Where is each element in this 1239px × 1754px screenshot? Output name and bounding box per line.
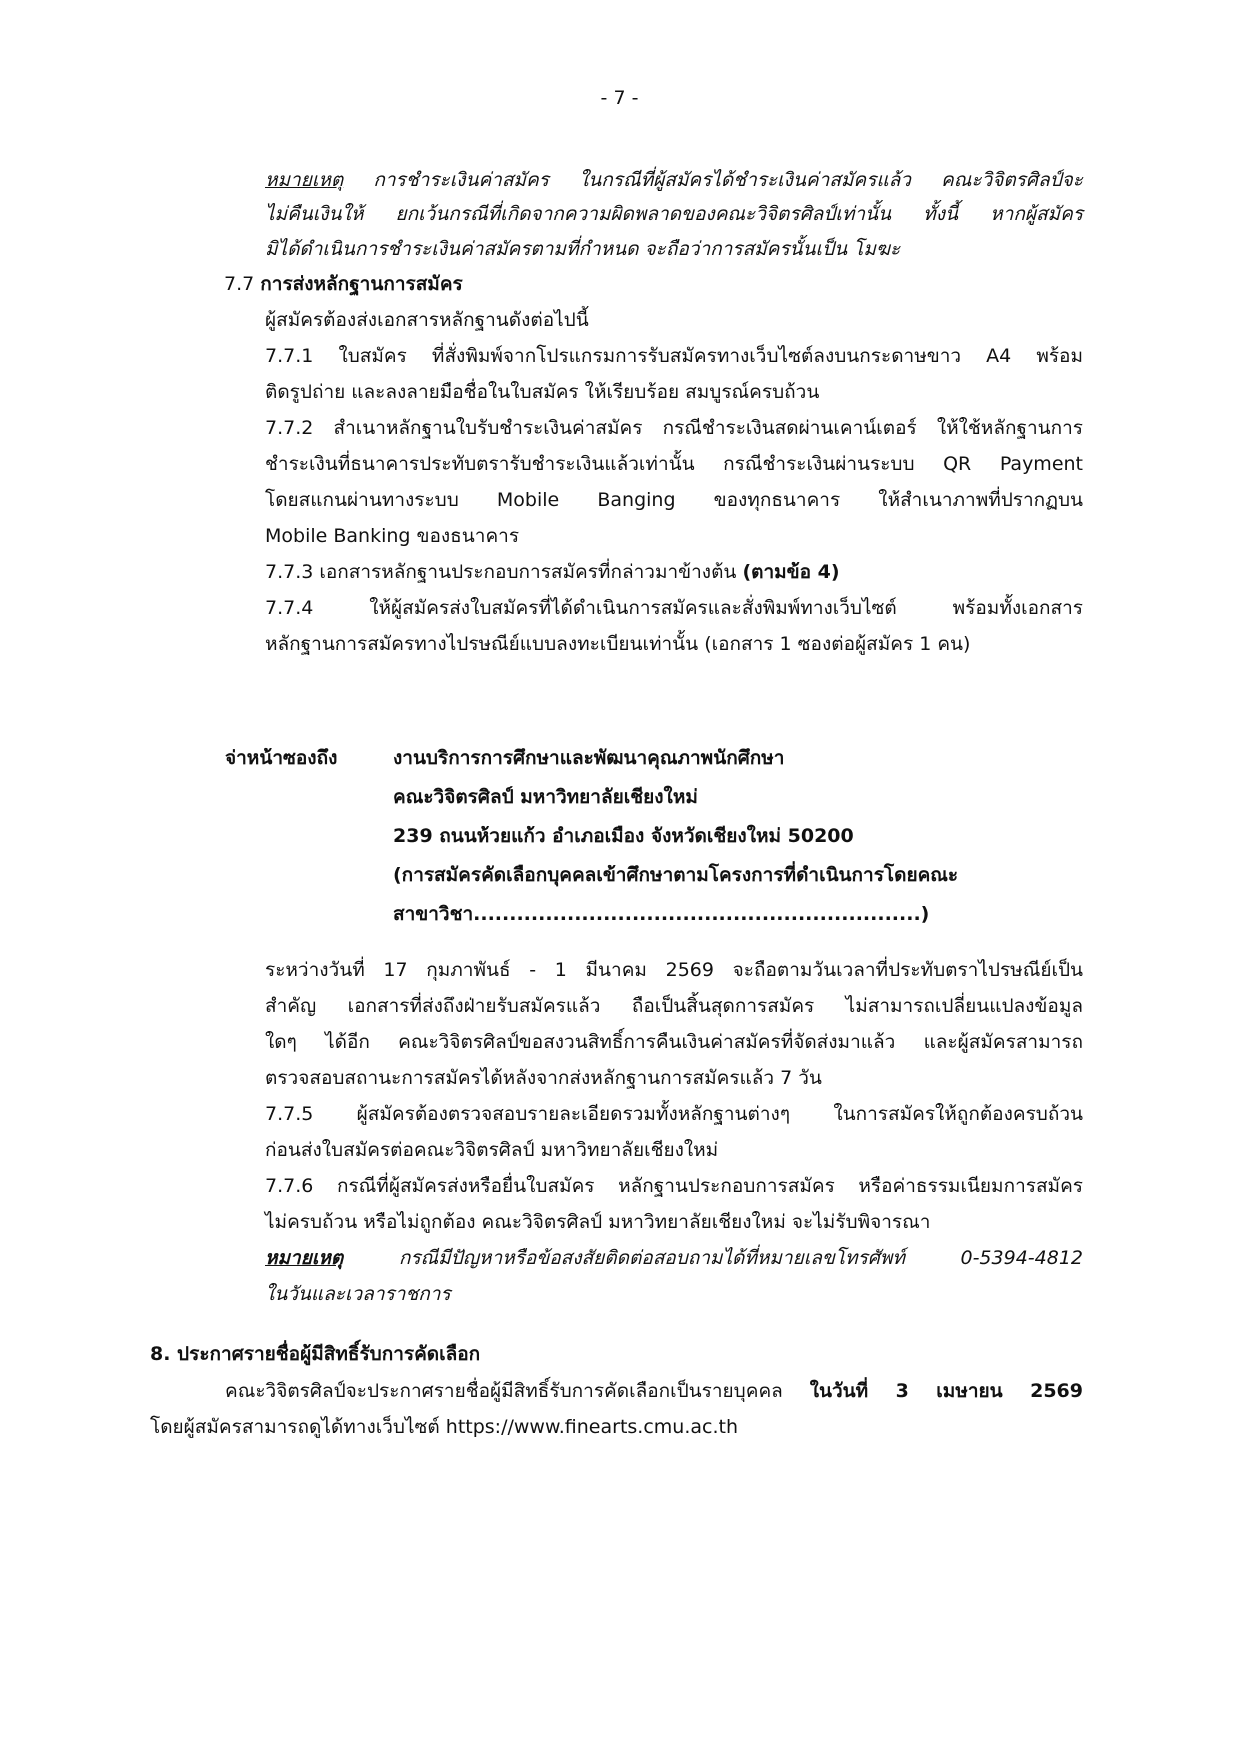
item-7-7-5-line2: ก่อนส่งใบสมัครต่อคณะวิจิตรศิลป์ มหาวิทยาลัยเชียงใหม่ (265, 1139, 719, 1161)
note2-line2: ในวันและเวลาราชการ (265, 1283, 451, 1305)
item-7-7-2-line3: โดยสแกนผ่านทางระบบ Mobile Banging ของทุกธนาคาร ให้สำเนาภาพที่ปรากฏบน (265, 489, 1083, 511)
section-8-heading: 8. ประกาศรายชื่อผู้มีสิทธิ์รับการคัดเลือก (150, 1343, 481, 1365)
note2-line1: หมายเหตุ กรณีมีปัญหาหรือข้อสงสัยติดต่อสอบถามได้ที่หมายเลขโทรศัพท์ 0-5394-4812 (265, 1247, 1083, 1269)
item-7-7-3: 7.7.3 เอกสารหลักฐานประกอบการสมัครที่กล่าวมาข้างต้น (ตามข้อ 4) (265, 561, 840, 583)
note1-label: หมายเหตุ (265, 169, 344, 191)
item-7-7-5-line1: 7.7.5 ผู้สมัครต้องตรวจสอบรายละเอียดรวมทั้งหลักฐานต่างๆ ในการสมัครให้ถูกต้องครบถ้วน (265, 1103, 1083, 1125)
section-7-7-heading: 7.7 การส่งหลักฐานการสมัคร (224, 273, 463, 295)
item-7-7-1-line2: ติดรูปถ่าย และลงลายมือชื่อในใบสมัคร ให้เรียบร้อย สมบูรณ์ครบถ้วน (265, 381, 820, 403)
item-7-7-1-line1: 7.7.1 ใบสมัคร ที่สั่งพิมพ์จากโปรแกรมการรับสมัครทางเว็บไซต์ลงบนกระดาษขาว A4 พร้อม (265, 345, 1083, 367)
address-line5: สาขาวิชา..............................................................) (393, 903, 930, 925)
section-8-line2: โดยผู้สมัครสามารถดูได้ทางเว็บไซต์ https://www.finearts.cmu.ac.th (150, 1416, 738, 1438)
item-7-7-2-line1: 7.7.2 สำเนาหลักฐานใบรับชำระเงินค่าสมัคร กรณีชำระเงินสดผ่านเคาน์เตอร์ ให้ใช้หลักฐานการ (265, 417, 1083, 439)
address-line1: งานบริการการศึกษาและพัฒนาคุณภาพนักศึกษา (393, 747, 785, 769)
item-7-7-2-line2: ชำระเงินที่ธนาคารประทับตรารับชำระเงินแล้วเท่านั้น กรณีชำระเงินผ่านระบบ QR Payment (265, 453, 1083, 475)
note1-line2: ไม่คืนเงินให้ ยกเว้นกรณีที่เกิดจากความผิดพลาดของคณะวิจิตรศิลป์เท่านั้น ทั้งนี้ หากผู้สมัคร (265, 203, 1083, 225)
item-7-7-2-line4: Mobile Banking ของธนาคาร (265, 525, 520, 547)
note1-line1: หมายเหตุ การชำระเงินค่าสมัคร ในกรณีที่ผู้สมัครได้ชำระเงินค่าสมัครแล้ว คณะวิจิตรศิลป์จะ (265, 169, 1083, 191)
address-line3: 239 ถนนห้วยแก้ว อำเภอเมือง จังหวัดเชียงใหม่ 50200 (393, 825, 854, 847)
section-8-line1: คณะวิจิตรศิลป์จะประกาศรายชื่อผู้มีสิทธิ์รับการคัดเลือกเป็นรายบุคคล ในวันที่ 3 เมษายน 2569 (225, 1380, 1083, 1402)
period-line3: ใดๆ ได้อีก คณะวิจิตรศิลป์ขอสงวนสิทธิ์การคืนเงินค่าสมัครที่จัดส่งมาแล้ว และผู้สมัครสามารถ (265, 1031, 1083, 1053)
address-line2: คณะวิจิตรศิลป์ มหาวิทยาลัยเชียงใหม่ (393, 786, 698, 808)
page-number: - 7 - (600, 87, 639, 109)
period-line1: ระหว่างวันที่ 17 กุมภาพันธ์ - 1 มีนาคม 2569 จะถือตามวันเวลาที่ประทับตราไปรษณีย์เป็น (265, 959, 1083, 981)
note2-label: หมายเหตุ (265, 1247, 344, 1269)
item-7-7-6-line1: 7.7.6 กรณีที่ผู้สมัครส่งหรือยื่นใบสมัคร หลักฐานประกอบการสมัคร หรือค่าธรรมเนียมการสมัคร (265, 1175, 1083, 1197)
address-label: จ่าหน้าซองถึง (225, 747, 338, 769)
item-7-7-4-line2: หลักฐานการสมัครทางไปรษณีย์แบบลงทะเบียนเท่านั้น (เอกสาร 1 ซองต่อผู้สมัคร 1 คน) (265, 633, 971, 655)
address-line4: (การสมัครคัดเลือกบุคคลเข้าศึกษาตามโครงการที่ดำเนินการโดยคณะ (393, 864, 959, 886)
section-7-7-intro: ผู้สมัครต้องส่งเอกสารหลักฐานดังต่อไปนี้ (265, 309, 589, 331)
period-line2: สำคัญ เอกสารที่ส่งถึงฝ่ายรับสมัครแล้ว ถือเป็นสิ้นสุดการสมัคร ไม่สามารถเปลี่ยนแปลงข้อมูล (265, 995, 1083, 1017)
period-line4: ตรวจสอบสถานะการสมัครได้หลังจากส่งหลักฐานการสมัครแล้ว 7 วัน (265, 1067, 822, 1089)
item-7-7-4-line1: 7.7.4 ให้ผู้สมัครส่งใบสมัครที่ได้ดำเนินการสมัครและสั่งพิมพ์ทางเว็บไซต์ พร้อมทั้งเอกสาร (265, 597, 1083, 619)
note1-line3: มิได้ดำเนินการชำระเงินค่าสมัครตามที่กำหนด จะถือว่าการสมัครนั้นเป็น โมฆะ (265, 238, 901, 260)
item-7-7-6-line2: ไม่ครบถ้วน หรือไม่ถูกต้อง คณะวิจิตรศิลป์ มหาวิทยาลัยเชียงใหม่ จะไม่รับพิจารณา (265, 1211, 931, 1233)
